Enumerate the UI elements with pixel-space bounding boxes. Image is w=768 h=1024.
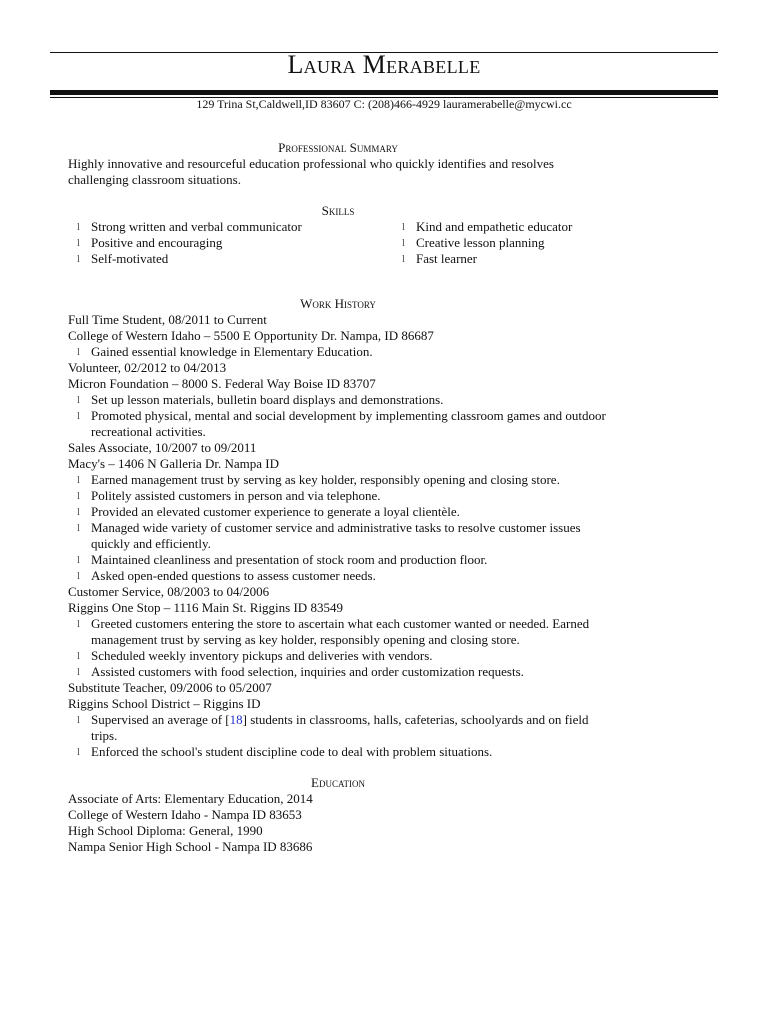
bullet-icon: l — [77, 715, 80, 726]
summary-text: Highly innovative and resourceful education professional who quickly identifies and resolves challenging classroom situations. — [68, 156, 554, 187]
skills-right-list — [393, 219, 608, 267]
bullet-item — [68, 552, 608, 568]
bullet-item — [68, 235, 393, 251]
bullet-icon: l — [77, 555, 80, 566]
education-line: College of Western Idaho - Nampa ID 83653 — [68, 807, 302, 822]
job-title: Substitute Teacher, 09/2006 to 05/2007 — [68, 680, 272, 695]
bullet-icon: l — [402, 238, 405, 249]
job-title: Full Time Student, 08/2011 to Current — [68, 312, 267, 327]
bullet-item — [68, 648, 608, 664]
bullet-icon: l — [77, 254, 80, 265]
bullet-text: Enforced the school's student discipline code to deal with problem situations. — [91, 744, 493, 759]
education-list — [68, 791, 608, 855]
job-title: Volunteer, 02/2012 to 04/2013 — [68, 360, 227, 375]
summary-heading: Professional Summary — [278, 140, 398, 155]
work-history-list — [68, 312, 608, 760]
bullet-item — [68, 472, 608, 488]
bullet-icon: l — [77, 667, 80, 678]
bullet-icon: l — [77, 491, 80, 502]
header-thick-rule — [50, 90, 718, 95]
bullet-item — [68, 520, 608, 552]
work-history-heading: Work History — [300, 296, 376, 311]
bullet-item — [393, 235, 608, 251]
bullet-icon: l — [77, 238, 80, 249]
education-heading: Education — [311, 775, 365, 790]
bullet-text: Set up lesson materials, bulletin board displays and demonstrations. — [91, 392, 444, 407]
bullet-text: Assisted customers with food selection, inquiries and order customization requests. — [91, 664, 524, 679]
bullet-icon: l — [77, 523, 80, 534]
bullet-text: Maintained cleanliness and presentation of stock room and production floor. — [91, 552, 488, 567]
bullet-item — [68, 568, 608, 584]
bullet-icon: l — [402, 254, 405, 265]
bullet-item — [68, 408, 608, 440]
bullet-icon: l — [77, 571, 80, 582]
bullet-item — [68, 616, 608, 648]
bullet-item — [68, 712, 608, 744]
bullet-text: Positive and encouraging — [91, 235, 223, 250]
bullet-text: Self-motivated — [91, 251, 169, 266]
job-entry — [68, 584, 608, 680]
job-employer: Riggins One Stop – 1116 Main St. Riggins ID 83549 — [68, 600, 343, 615]
skills-left-list — [68, 219, 393, 267]
bullet-text: ] students in classrooms, halls, cafeterias, schoolyards and on field trips. — [91, 712, 589, 743]
bullet-icon: l — [77, 395, 80, 406]
bullet-text: Kind and empathetic educator — [416, 219, 573, 234]
job-employer: College of Western Idaho – 5500 E Opportunity Dr. Nampa, ID 86687 — [68, 328, 434, 343]
bullet-text: Managed wide variety of customer service and administrative tasks to resolve customer issues quickly and efficiently. — [91, 520, 581, 551]
bullet-icon: l — [77, 475, 80, 486]
bullet-text: Provided an elevated customer experience to generate a loyal clientèle. — [91, 504, 460, 519]
bullet-item — [68, 251, 393, 267]
skills-grid — [68, 219, 608, 267]
candidate-name: Laura Merabelle — [287, 50, 481, 79]
bullet-text: Scheduled weekly inventory pickups and deliveries with vendors. — [91, 648, 433, 663]
resume-content — [68, 140, 608, 855]
job-title: Sales Associate, 10/2007 to 09/2011 — [68, 440, 257, 455]
bullet-icon: l — [77, 222, 80, 233]
education-line: Nampa Senior High School - Nampa ID 83686 — [68, 839, 313, 854]
bullet-item — [68, 504, 608, 520]
education-line: Associate of Arts: Elementary Education, 2014 — [68, 791, 313, 806]
job-employer: Riggins School District – Riggins ID — [68, 696, 261, 711]
bullet-item — [68, 664, 608, 680]
bullet-item — [68, 392, 608, 408]
job-entry — [68, 312, 608, 360]
job-employer: Micron Foundation – 8000 S. Federal Way Boise ID 83707 — [68, 376, 376, 391]
student-count-link[interactable]: 18 — [229, 712, 243, 727]
bullet-icon: l — [77, 347, 80, 358]
bullet-text: Strong written and verbal communicator — [91, 219, 302, 234]
job-bullets — [68, 392, 608, 440]
bullet-icon: l — [77, 507, 80, 518]
skills-heading: Skills — [321, 203, 355, 218]
job-title: Customer Service, 08/2003 to 04/2006 — [68, 584, 270, 599]
job-bullets — [68, 616, 608, 680]
job-entry — [68, 680, 608, 760]
bullet-icon: l — [77, 651, 80, 662]
bullet-text: Fast learner — [416, 251, 478, 266]
job-entry — [68, 360, 608, 440]
bullet-item — [68, 488, 608, 504]
bullet-text: Earned management trust by serving as key holder, responsibly opening and closing store. — [91, 472, 560, 487]
bullet-text: Supervised an average of [ — [91, 712, 230, 727]
bullet-icon: l — [77, 411, 80, 422]
bullet-item — [393, 251, 608, 267]
bullet-text: Politely assisted customers in person and via telephone. — [91, 488, 381, 503]
bullet-text: Gained essential knowledge in Elementary Education. — [91, 344, 373, 359]
bullet-text: Greeted customers entering the store to ascertain what each customer wanted or needed. Earned management trust by serving as key holder, responsibly opening and closing store. — [91, 616, 590, 647]
bullet-text: Creative lesson planning — [416, 235, 545, 250]
job-bullets — [68, 472, 608, 584]
job-entry — [68, 440, 608, 584]
bullet-item — [68, 744, 608, 760]
bullet-item — [68, 219, 393, 235]
bullet-icon: l — [77, 747, 80, 758]
job-employer: Macy's – 1406 N Galleria Dr. Nampa ID — [68, 456, 280, 471]
job-bullets — [68, 344, 608, 360]
bullet-text: Promoted physical, mental and social development by implementing classroom games and outdoor recreational activities. — [91, 408, 606, 439]
bullet-item — [68, 344, 608, 360]
contact-line: 129 Trina St,Caldwell,ID 83607 C: (208)466-4929 lauramerabelle@mycwi.cc — [196, 97, 572, 111]
job-bullets — [68, 712, 608, 760]
bullet-icon: l — [402, 222, 405, 233]
bullet-item — [393, 219, 608, 235]
bullet-icon: l — [77, 619, 80, 630]
education-line: High School Diploma: General, 1990 — [68, 823, 263, 838]
bullet-text: Asked open-ended questions to assess customer needs. — [91, 568, 376, 583]
